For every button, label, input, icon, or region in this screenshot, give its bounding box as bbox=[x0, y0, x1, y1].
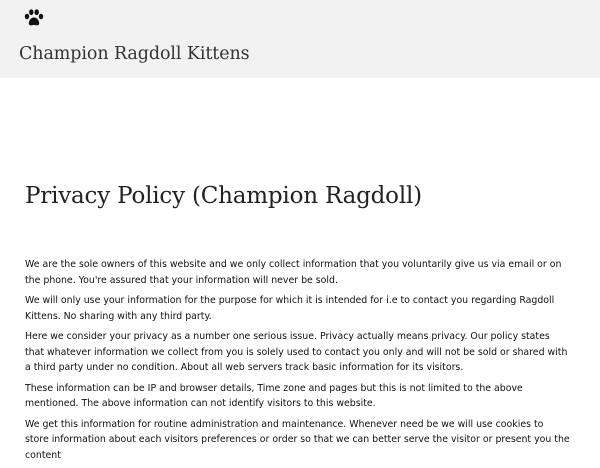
paragraph: We will only use your information for the purpose for which it is intended for i.e to contact you regarding Ragdoll Kittens. No sharing with any third party. bbox=[25, 295, 555, 322]
paragraph: We are the sole owners of this website and we only collect information that you voluntarily give us via email or on the phone. You're assured that your information will never be sold. bbox=[25, 259, 562, 286]
paragraph: Here we consider your privacy as a number one serious issue. Privacy actually means privacy. Our policy states that whatever information we collect from you is solely used to contact you only and will not be sold or shared with a third party under no condition. About all web servers track basic information for its visitors. bbox=[25, 331, 568, 373]
paw-icon[interactable] bbox=[24, 9, 44, 27]
page-title: Privacy Policy (Champion Ragdoll) bbox=[25, 183, 422, 209]
site-header bbox=[0, 0, 600, 78]
paragraph: These information can be IP and browser details, Time zone and pages but this is not limited to the above mentioned. The above information can not identify visitors to this website. bbox=[25, 382, 523, 409]
page-content bbox=[25, 257, 570, 468]
site-title[interactable]: Champion Ragdoll Kittens bbox=[19, 44, 250, 64]
paragraph: We get this information for routine administration and maintenance. Whenever need be we will use cookies to store information about each visitors preferences or order so that we can better serve the visitor or present you the content bbox=[25, 418, 570, 461]
